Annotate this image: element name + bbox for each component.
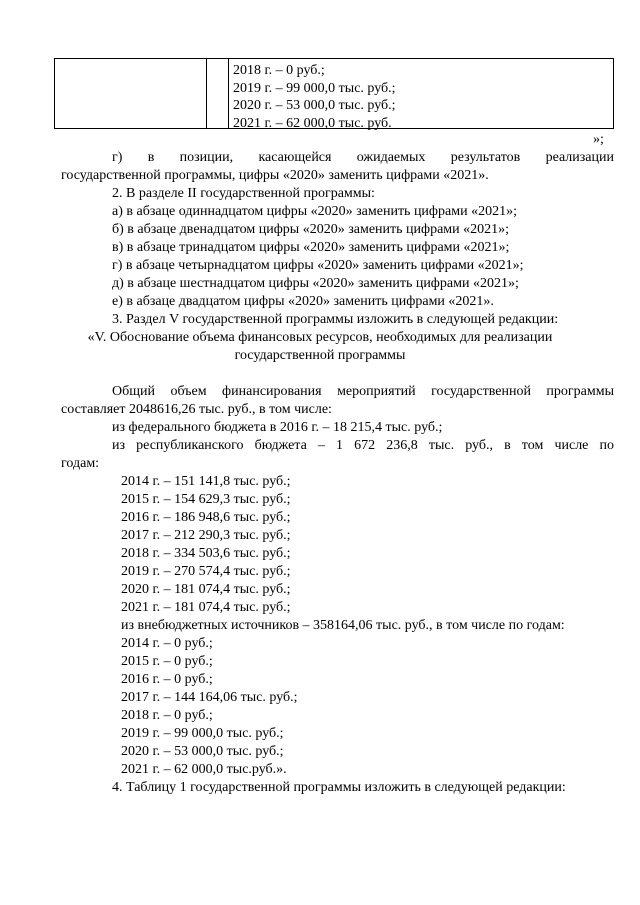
list-item: 2014 г. – 0 руб.; xyxy=(121,636,213,651)
list-item: 2017 г. – 144 164,06 тыс. руб.; xyxy=(121,690,298,705)
total-line2: составляет 2048616,26 тыс. руб., в том числе: xyxy=(61,402,332,417)
list-item: 2019 г. – 99 000,0 тыс. руб.; xyxy=(121,726,284,741)
list-item: 2014 г. – 151 141,8 тыс. руб.; xyxy=(121,474,291,489)
table-row: 2019 г. – 99 000,0 тыс. руб.; xyxy=(233,80,396,96)
list-item: 2020 г. – 53 000,0 тыс. руб.; xyxy=(121,744,284,759)
table-cell-years xyxy=(233,62,396,132)
table-row: 2018 г. – 0 руб.; xyxy=(233,63,325,78)
item-g-line1: г) в позиции, касающейся ожидаемых результатов реализации xyxy=(112,150,614,165)
section-title: «V. Обоснование объема финансовых ресурсов, необходимых для реализации xyxy=(87,330,553,345)
list-item: 2016 г. – 0 руб.; xyxy=(121,672,213,687)
item-2-heading: 2. В разделе II государственной программы: xyxy=(112,186,375,201)
list-item: 2015 г. – 154 629,3 тыс. руб.; xyxy=(121,492,291,507)
list-item: 2021 г. – 181 074,4 тыс. руб.; xyxy=(121,600,291,615)
list-item: в) в абзаце тринадцатом цифры «2020» заменить цифрами «2021»; xyxy=(112,240,510,255)
table-row: 2020 г. – 53 000,0 тыс. руб.; xyxy=(233,98,396,113)
quote-close: »; xyxy=(593,132,604,147)
section-title: государственной программы xyxy=(234,348,406,363)
table-divider xyxy=(206,59,207,128)
budget-table-fragment xyxy=(54,58,614,129)
list-item: 2017 г. – 212 290,3 тыс. руб.; xyxy=(121,528,291,543)
list-item: б) в абзаце двенадцатом цифры «2020» заменить цифрами «2021»; xyxy=(112,222,510,237)
total-line1: Общий объем финансирования мероприятий государственной программы xyxy=(112,384,614,399)
list-item: д) в абзаце шестнадцатом цифры «2020» заменить цифрами «2021»; xyxy=(112,276,519,291)
list-item: а) в абзаце одиннадцатом цифры «2020» заменить цифрами «2021»; xyxy=(112,204,517,219)
list-item: е) в абзаце двадцатом цифры «2020» заменить цифрами «2021». xyxy=(112,294,494,309)
table-divider xyxy=(228,59,229,128)
item-g-line2: государственной программы, цифры «2020» заменить цифрами «2021». xyxy=(61,168,489,183)
item-4-heading: 4. Таблицу 1 государственной программы изложить в следующей редакции: xyxy=(112,780,566,795)
republic-budget-line2: годам: xyxy=(61,456,100,471)
list-item: 2021 г. – 62 000,0 тыс.руб.». xyxy=(121,762,287,777)
list-item: г) в абзаце четырнадцатом цифры «2020» заменить цифрами «2021»; xyxy=(112,258,524,273)
list-item: 2018 г. – 0 руб.; xyxy=(121,708,213,723)
list-item: 2016 г. – 186 948,6 тыс. руб.; xyxy=(121,510,291,525)
table-row: 2021 г. – 62 000,0 тыс. руб. xyxy=(233,115,392,131)
list-item: 2018 г. – 334 503,6 тыс. руб.; xyxy=(121,546,291,561)
extra-budget-heading: из внебюджетных источников – 358164,06 тыс. руб., в том числе по годам: xyxy=(121,618,565,633)
item-3-heading: 3. Раздел V государственной программы изложить в следующей редакции: xyxy=(112,312,559,327)
republic-budget-line1: из республиканского бюджета – 1 672 236,8 тыс. руб., в том числе по xyxy=(112,438,614,453)
list-item: 2019 г. – 270 574,4 тыс. руб.; xyxy=(121,564,291,579)
list-item: 2015 г. – 0 руб.; xyxy=(121,654,213,669)
list-item: 2020 г. – 181 074,4 тыс. руб.; xyxy=(121,582,291,597)
federal-budget: из федерального бюджета в 2016 г. – 18 215,4 тыс. руб.; xyxy=(112,420,443,435)
